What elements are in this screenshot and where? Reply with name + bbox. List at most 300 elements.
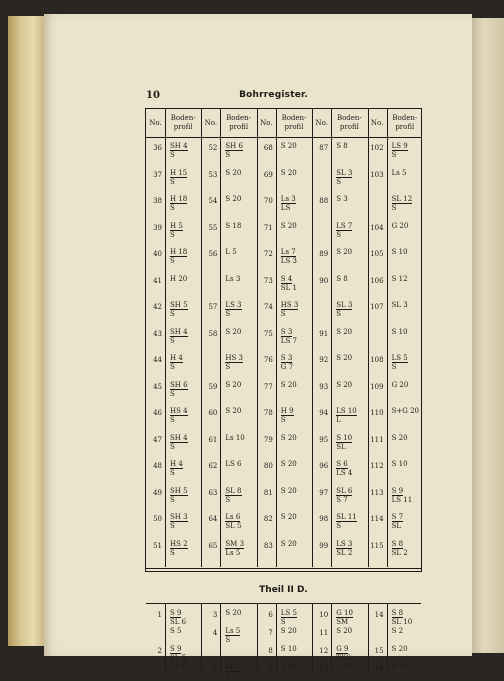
bore-number: 68 xyxy=(263,144,273,152)
soil-profile-top: H 18 xyxy=(170,195,188,203)
soil-profile: S 20 xyxy=(280,168,297,177)
column-divider xyxy=(331,109,332,567)
soil-profile: S 8 xyxy=(336,142,348,150)
soil-profile: S 20 xyxy=(225,407,242,415)
section-title: Theil II D. xyxy=(259,585,308,595)
soil-profile-bottom: S 7 xyxy=(336,495,348,504)
soil-profile-top: LS 3 xyxy=(336,539,353,548)
soil-profile-bottom: S xyxy=(170,363,175,371)
soil-profile: Ls 10 xyxy=(225,433,245,442)
bore-number: 4 xyxy=(212,629,218,637)
soil-profile-bottom: S xyxy=(336,230,341,239)
column-divider xyxy=(257,109,258,567)
soil-profile: S 20 xyxy=(280,513,297,521)
column-divider xyxy=(201,109,202,567)
soil-profile xyxy=(392,540,408,558)
soil-profile-bottom: S xyxy=(280,416,286,424)
soil-profile: S 20 xyxy=(336,248,353,256)
soil-profile-top: LS 5 xyxy=(280,609,297,617)
soil-profile: S 20 xyxy=(280,142,297,150)
bore-number: 105 xyxy=(370,250,384,258)
soil-profile-bottom: L xyxy=(336,416,341,424)
soil-profile xyxy=(170,354,183,372)
bore-number: 76 xyxy=(263,356,273,364)
column-divider xyxy=(201,603,202,671)
soil-profile xyxy=(225,487,241,505)
soil-profile-top: SH 5 xyxy=(170,486,188,495)
soil-profile: S 20 xyxy=(280,380,297,389)
book-page-edge-right xyxy=(470,18,504,653)
soil-profile: L 5 xyxy=(225,248,237,256)
soil-profile: G 20 xyxy=(391,380,409,389)
soil-profile xyxy=(336,434,352,452)
column-divider xyxy=(220,109,221,567)
column-header-no: No. xyxy=(315,118,328,127)
bore-number: 16 xyxy=(374,665,384,673)
bore-number: 47 xyxy=(153,435,162,444)
bore-number: 88 xyxy=(319,197,329,205)
soil-profile xyxy=(281,407,294,425)
bore-number: 11 xyxy=(319,629,329,637)
bore-number: 8 xyxy=(268,647,273,655)
bore-number: 46 xyxy=(153,409,162,417)
soil-profile xyxy=(170,169,187,187)
soil-profile-top: LS 7 xyxy=(336,221,353,230)
section-header-separator xyxy=(146,603,421,604)
soil-profile: LS 6 xyxy=(225,460,242,468)
bore-number: 54 xyxy=(208,197,218,205)
soil-profile xyxy=(336,487,352,505)
soil-profile: S 20 xyxy=(280,627,297,635)
soil-profile-bottom: S xyxy=(225,495,231,504)
bore-number: 83 xyxy=(263,541,273,550)
soil-profile xyxy=(336,460,352,478)
soil-profile xyxy=(170,487,188,505)
soil-profile-bottom: S xyxy=(170,177,175,186)
soil-profile xyxy=(281,248,297,266)
bore-number: 13 xyxy=(319,665,329,673)
bore-number: 89 xyxy=(319,250,329,258)
soil-profile: S 20 xyxy=(225,168,242,177)
soil-profile-top: G 9 xyxy=(336,645,349,653)
column-divider xyxy=(165,603,166,671)
soil-profile-bottom: S xyxy=(336,522,341,530)
bore-number: 77 xyxy=(263,382,273,391)
bore-number: 78 xyxy=(263,409,273,417)
soil-profile-bottom: S xyxy=(225,310,231,318)
bore-number: 10 xyxy=(319,611,329,619)
bore-number: 92 xyxy=(319,356,329,364)
column-header-no: No. xyxy=(260,118,273,127)
soil-profile-bottom: S xyxy=(391,204,397,212)
soil-profile-top: LS 10 xyxy=(336,407,357,415)
soil-profile-bottom: Ls 5 xyxy=(225,548,241,557)
soil-profile xyxy=(336,222,352,240)
soil-profile-bottom: S xyxy=(225,363,231,371)
soil-profile-top: S 8 xyxy=(391,539,404,548)
soil-profile xyxy=(225,540,244,558)
bore-number: 53 xyxy=(208,170,218,179)
bore-number: 12 xyxy=(319,647,329,655)
bore-number: 90 xyxy=(319,276,329,285)
bore-number: 42 xyxy=(153,303,162,311)
bore-number: 71 xyxy=(263,223,273,232)
bore-number: 73 xyxy=(263,276,273,285)
bore-number: 104 xyxy=(370,223,384,232)
soil-profile: S 20 xyxy=(225,609,242,617)
soil-profile-bottom: S xyxy=(336,310,341,318)
bore-number: 81 xyxy=(263,488,273,497)
bore-number: 91 xyxy=(319,329,329,338)
soil-profile-bottom: SM xyxy=(336,618,349,626)
bore-number: 99 xyxy=(319,541,329,550)
soil-profile xyxy=(225,513,241,531)
soil-profile: S+G 20 xyxy=(391,407,419,415)
column-divider xyxy=(276,603,277,671)
soil-profile-bottom: LS 11 xyxy=(391,495,413,504)
column-divider xyxy=(387,109,388,567)
soil-profile: S 10 xyxy=(280,645,297,653)
soil-profile-top: SL 3 xyxy=(336,301,353,309)
column-divider xyxy=(312,603,313,671)
soil-profile-bottom: S xyxy=(170,310,175,318)
soil-profile-bottom: LS 7 xyxy=(280,336,297,345)
soil-profile-bottom: S xyxy=(391,363,397,371)
soil-profile xyxy=(392,354,408,372)
soil-profile: S 20 xyxy=(391,645,408,653)
soil-profile xyxy=(225,354,243,372)
soil-profile xyxy=(281,328,297,346)
soil-profile xyxy=(281,301,299,319)
soil-profile-bottom: S xyxy=(170,204,175,212)
soil-profile-top: SH 6 xyxy=(225,142,243,150)
soil-profile xyxy=(170,328,188,346)
bore-number: 94 xyxy=(319,409,329,417)
bore-number: 9 xyxy=(268,665,273,673)
column-divider xyxy=(368,109,369,567)
soil-profile-top: SL 11 xyxy=(336,513,357,521)
soil-profile-bottom: S xyxy=(170,495,175,504)
soil-profile-top: HS 3 xyxy=(280,301,299,309)
bore-number: 72 xyxy=(263,250,273,258)
soil-profile-bottom: G 7 xyxy=(280,363,294,371)
bore-number: 51 xyxy=(153,541,162,550)
soil-profile-top: SH 4 xyxy=(170,433,188,442)
soil-profile-bottom: S xyxy=(225,151,231,159)
bore-number: 115 xyxy=(370,541,384,550)
soil-profile-top: S 4 xyxy=(280,274,293,283)
soil-profile xyxy=(392,609,413,627)
soil-profile xyxy=(170,195,187,213)
bore-number: 63 xyxy=(208,488,218,497)
soil-profile xyxy=(170,381,188,399)
soil-profile xyxy=(170,540,188,558)
soil-profile xyxy=(336,540,352,558)
soil-profile-top: SH 4 xyxy=(170,142,188,150)
soil-profile: S 3 xyxy=(336,195,348,203)
bore-number: 7 xyxy=(268,629,273,637)
bore-number: 38 xyxy=(153,197,162,205)
soil-profile xyxy=(170,142,188,160)
bore-number: 95 xyxy=(319,435,329,444)
page-number: 10 xyxy=(146,90,160,101)
column-divider xyxy=(312,109,313,567)
soil-profile-top: HS 2 xyxy=(170,539,188,548)
soil-profile-bottom: LS xyxy=(280,204,291,212)
soil-profile-bottom: SL 6 xyxy=(170,618,187,626)
soil-profile: SL 3 xyxy=(391,301,408,309)
soil-profile: S 5 xyxy=(170,627,182,635)
column-header-no: No. xyxy=(149,118,162,127)
column-divider xyxy=(257,603,258,671)
column-header-profile: Boden- profil xyxy=(281,114,307,131)
soil-profile-top: SH 4 xyxy=(170,327,188,336)
bore-number: 114 xyxy=(370,515,384,523)
bore-number: 65 xyxy=(208,541,218,550)
soil-profile-bottom: S xyxy=(170,442,175,451)
soil-profile-top: SL 6 xyxy=(336,486,353,495)
bore-number: 64 xyxy=(208,515,218,523)
soil-profile: Ls 3 xyxy=(225,274,241,283)
soil-profile-top: HS 3 xyxy=(225,354,243,362)
soil-profile xyxy=(225,142,243,160)
soil-profile: S 20 xyxy=(391,433,408,442)
bore-number: 80 xyxy=(263,462,273,470)
soil-profile: S 10 xyxy=(391,327,408,336)
soil-profile: S 8 xyxy=(336,274,348,283)
soil-profile: S 20 xyxy=(336,327,353,336)
bore-number: 58 xyxy=(208,329,218,338)
soil-profile: S 10 xyxy=(391,248,408,256)
soil-profile-top: S 9 xyxy=(170,645,182,653)
soil-profile xyxy=(392,487,413,505)
soil-profile xyxy=(170,222,183,240)
bore-number: 50 xyxy=(153,515,162,523)
column-divider xyxy=(220,603,221,671)
soil-profile-top: S 6 xyxy=(336,460,348,468)
soil-profile: S 20 xyxy=(280,433,297,442)
bore-number: 59 xyxy=(208,382,218,391)
page-header xyxy=(146,90,308,104)
bore-number: 79 xyxy=(263,435,273,444)
soil-profile-top: SL 7 xyxy=(225,663,242,671)
soil-profile: S 20 xyxy=(280,221,297,230)
soil-profile-bottom: SL 10 xyxy=(391,618,413,626)
soil-profile xyxy=(170,460,183,478)
soil-profile xyxy=(336,645,351,663)
soil-profile-bottom: TKS xyxy=(336,654,351,662)
column-header-no: No. xyxy=(370,118,384,127)
soil-profile-bottom: S xyxy=(225,672,231,680)
soil-profile-top: Ls 5 xyxy=(225,627,241,635)
soil-profile-bottom: S xyxy=(170,151,175,159)
soil-profile-top: SM 3 xyxy=(225,539,245,548)
running-title: Bohrregister. xyxy=(239,90,308,100)
soil-profile-top: S 9 xyxy=(170,609,182,617)
soil-profile xyxy=(170,248,187,266)
bore-number: 14 xyxy=(374,611,384,619)
soil-profile-top: Ls 3 xyxy=(280,195,296,203)
bore-number: 49 xyxy=(153,488,162,497)
soil-profile xyxy=(225,301,241,319)
bore-number: 3 xyxy=(212,611,218,619)
bore-number: 102 xyxy=(370,144,384,152)
soil-profile xyxy=(170,434,188,452)
bore-number: 15 xyxy=(374,647,384,655)
soil-profile: S 12 xyxy=(391,274,408,283)
soil-profile xyxy=(225,627,240,645)
soil-profile: S 20 xyxy=(336,380,353,389)
bore-number: 37 xyxy=(153,170,162,179)
bore-number: 1 xyxy=(157,611,162,619)
bore-number: 6 xyxy=(268,611,273,619)
soil-profile-top: S 9 xyxy=(391,486,404,495)
soil-profile: S 20 xyxy=(336,354,353,362)
soil-profile: S 20 xyxy=(336,627,353,635)
soil-profile xyxy=(225,663,241,681)
bore-number: 96 xyxy=(319,462,329,470)
bore-number: 56 xyxy=(208,250,218,258)
bore-number: 108 xyxy=(370,356,384,364)
soil-profile-top: SL 3 xyxy=(336,168,353,177)
soil-profile-top: S 7 xyxy=(391,513,404,521)
soil-profile-top: SH 6 xyxy=(170,380,188,389)
bore-number: 5 xyxy=(212,665,218,673)
soil-profile-top: SL 8 xyxy=(225,486,242,495)
soil-profile-bottom: SL xyxy=(336,442,346,451)
bore-number: 43 xyxy=(153,329,162,338)
soil-profile-top: S 8 xyxy=(391,609,404,617)
soil-profile-top: H 4 xyxy=(170,354,183,362)
soil-profile: G 20 xyxy=(391,221,409,230)
soil-profile-top: LS 3 xyxy=(225,301,242,309)
soil-profile xyxy=(392,142,408,160)
soil-profile: S 20 xyxy=(280,539,297,548)
soil-profile-bottom: SL 5 xyxy=(225,522,242,530)
bore-number: 48 xyxy=(153,462,162,470)
soil-profile: S 20 xyxy=(225,195,242,203)
bore-number: 97 xyxy=(319,488,329,497)
soil-profile-bottom: S xyxy=(391,151,397,159)
soil-profile-bottom: S xyxy=(280,618,286,626)
soil-profile: S 20 xyxy=(280,486,297,495)
bore-number: 44 xyxy=(153,356,162,364)
soil-profile: H 20 xyxy=(170,274,188,283)
soil-profile-bottom: S xyxy=(170,230,175,239)
soil-profile-bottom: S xyxy=(170,548,175,557)
soil-profile: S 18 xyxy=(225,221,242,230)
bore-number: 70 xyxy=(263,197,273,205)
soil-profile-bottom: SL 2 xyxy=(391,548,408,557)
column-header-profile: Boden- profil xyxy=(336,114,362,131)
soil-profile-top: SL 12 xyxy=(391,195,413,203)
column-divider xyxy=(387,603,388,671)
bore-number: 61 xyxy=(208,435,218,444)
bore-number: 39 xyxy=(153,223,162,232)
bore-number: 110 xyxy=(370,409,384,417)
soil-profile-bottom: SL 5 xyxy=(170,654,187,662)
soil-profile-bottom: S xyxy=(170,389,175,398)
column-header-profile: Boden- profil xyxy=(392,114,418,131)
bore-number: 103 xyxy=(370,170,384,179)
soil-profile: S 20 xyxy=(225,380,242,389)
soil-profile-top: H 4 xyxy=(170,460,183,468)
soil-profile-bottom: S xyxy=(170,416,175,424)
soil-profile-bottom: SL xyxy=(391,522,402,530)
soil-profile-top: LS 5 xyxy=(391,354,408,362)
soil-profile-top: Ls 6 xyxy=(225,513,241,521)
soil-profile xyxy=(336,301,352,319)
soil-profile-bottom: LS 3 xyxy=(280,257,297,265)
bore-number: 52 xyxy=(208,144,218,152)
soil-profile-top: H 15 xyxy=(170,168,188,177)
soil-profile xyxy=(336,407,357,425)
soil-profile-bottom: S xyxy=(225,636,231,644)
soil-profile: LS 6 xyxy=(170,663,187,671)
soil-profile xyxy=(170,301,188,319)
column-divider xyxy=(165,109,166,567)
soil-profile-top: H 5 xyxy=(170,221,183,230)
soil-profile xyxy=(170,645,186,663)
bore-number: 74 xyxy=(263,303,273,311)
bore-number: 55 xyxy=(208,223,218,232)
soil-profile-bottom: S xyxy=(280,310,286,318)
soil-profile xyxy=(281,195,296,213)
soil-profile-bottom: S xyxy=(170,336,175,345)
bore-number: 111 xyxy=(370,435,384,444)
soil-profile-bottom: S xyxy=(170,257,175,265)
soil-profile-top: S 3 xyxy=(280,327,293,336)
bore-number: 41 xyxy=(153,276,162,285)
soil-profile-bottom: S xyxy=(170,522,175,530)
soil-profile xyxy=(336,513,357,531)
soil-profile xyxy=(281,354,293,372)
soil-profile-top: SH 3 xyxy=(170,513,188,521)
soil-profile: G 20 xyxy=(336,663,353,671)
column-divider xyxy=(276,109,277,567)
soil-profile-top: G 10 xyxy=(336,609,353,617)
bore-number: 109 xyxy=(370,382,384,391)
soil-profile: S 10 xyxy=(391,663,408,671)
soil-profile-top: LS 9 xyxy=(391,142,408,150)
section-separator xyxy=(146,568,421,569)
soil-profile-top: S 3 xyxy=(280,354,293,362)
bore-register-table xyxy=(145,108,422,680)
soil-profile-top: S 10 xyxy=(336,433,353,442)
soil-profile xyxy=(281,275,297,293)
soil-profile: S 20 xyxy=(280,663,297,671)
bore-number: 60 xyxy=(208,409,218,417)
soil-profile xyxy=(392,195,413,213)
bore-number: 98 xyxy=(319,515,329,523)
bore-number: 40 xyxy=(153,250,162,258)
soil-profile-bottom: S xyxy=(336,177,341,186)
column-header-profile: Boden- profil xyxy=(170,114,196,131)
soil-profile: S 10 xyxy=(391,460,408,468)
bore-number: 45 xyxy=(153,382,162,391)
soil-profile-bottom: SL 2 xyxy=(336,548,353,557)
soil-profile: Ls 5 xyxy=(391,168,407,177)
column-divider xyxy=(331,603,332,671)
soil-profile: S 20 xyxy=(280,460,297,468)
bore-number: 75 xyxy=(263,329,273,338)
soil-profile xyxy=(336,169,352,187)
soil-profile-top: H 18 xyxy=(170,248,188,256)
soil-profile-top: SH 5 xyxy=(170,301,188,309)
soil-profile-bottom: LS 4 xyxy=(336,469,353,477)
soil-profile-top: H 9 xyxy=(280,407,294,415)
bore-number: 107 xyxy=(370,303,384,311)
